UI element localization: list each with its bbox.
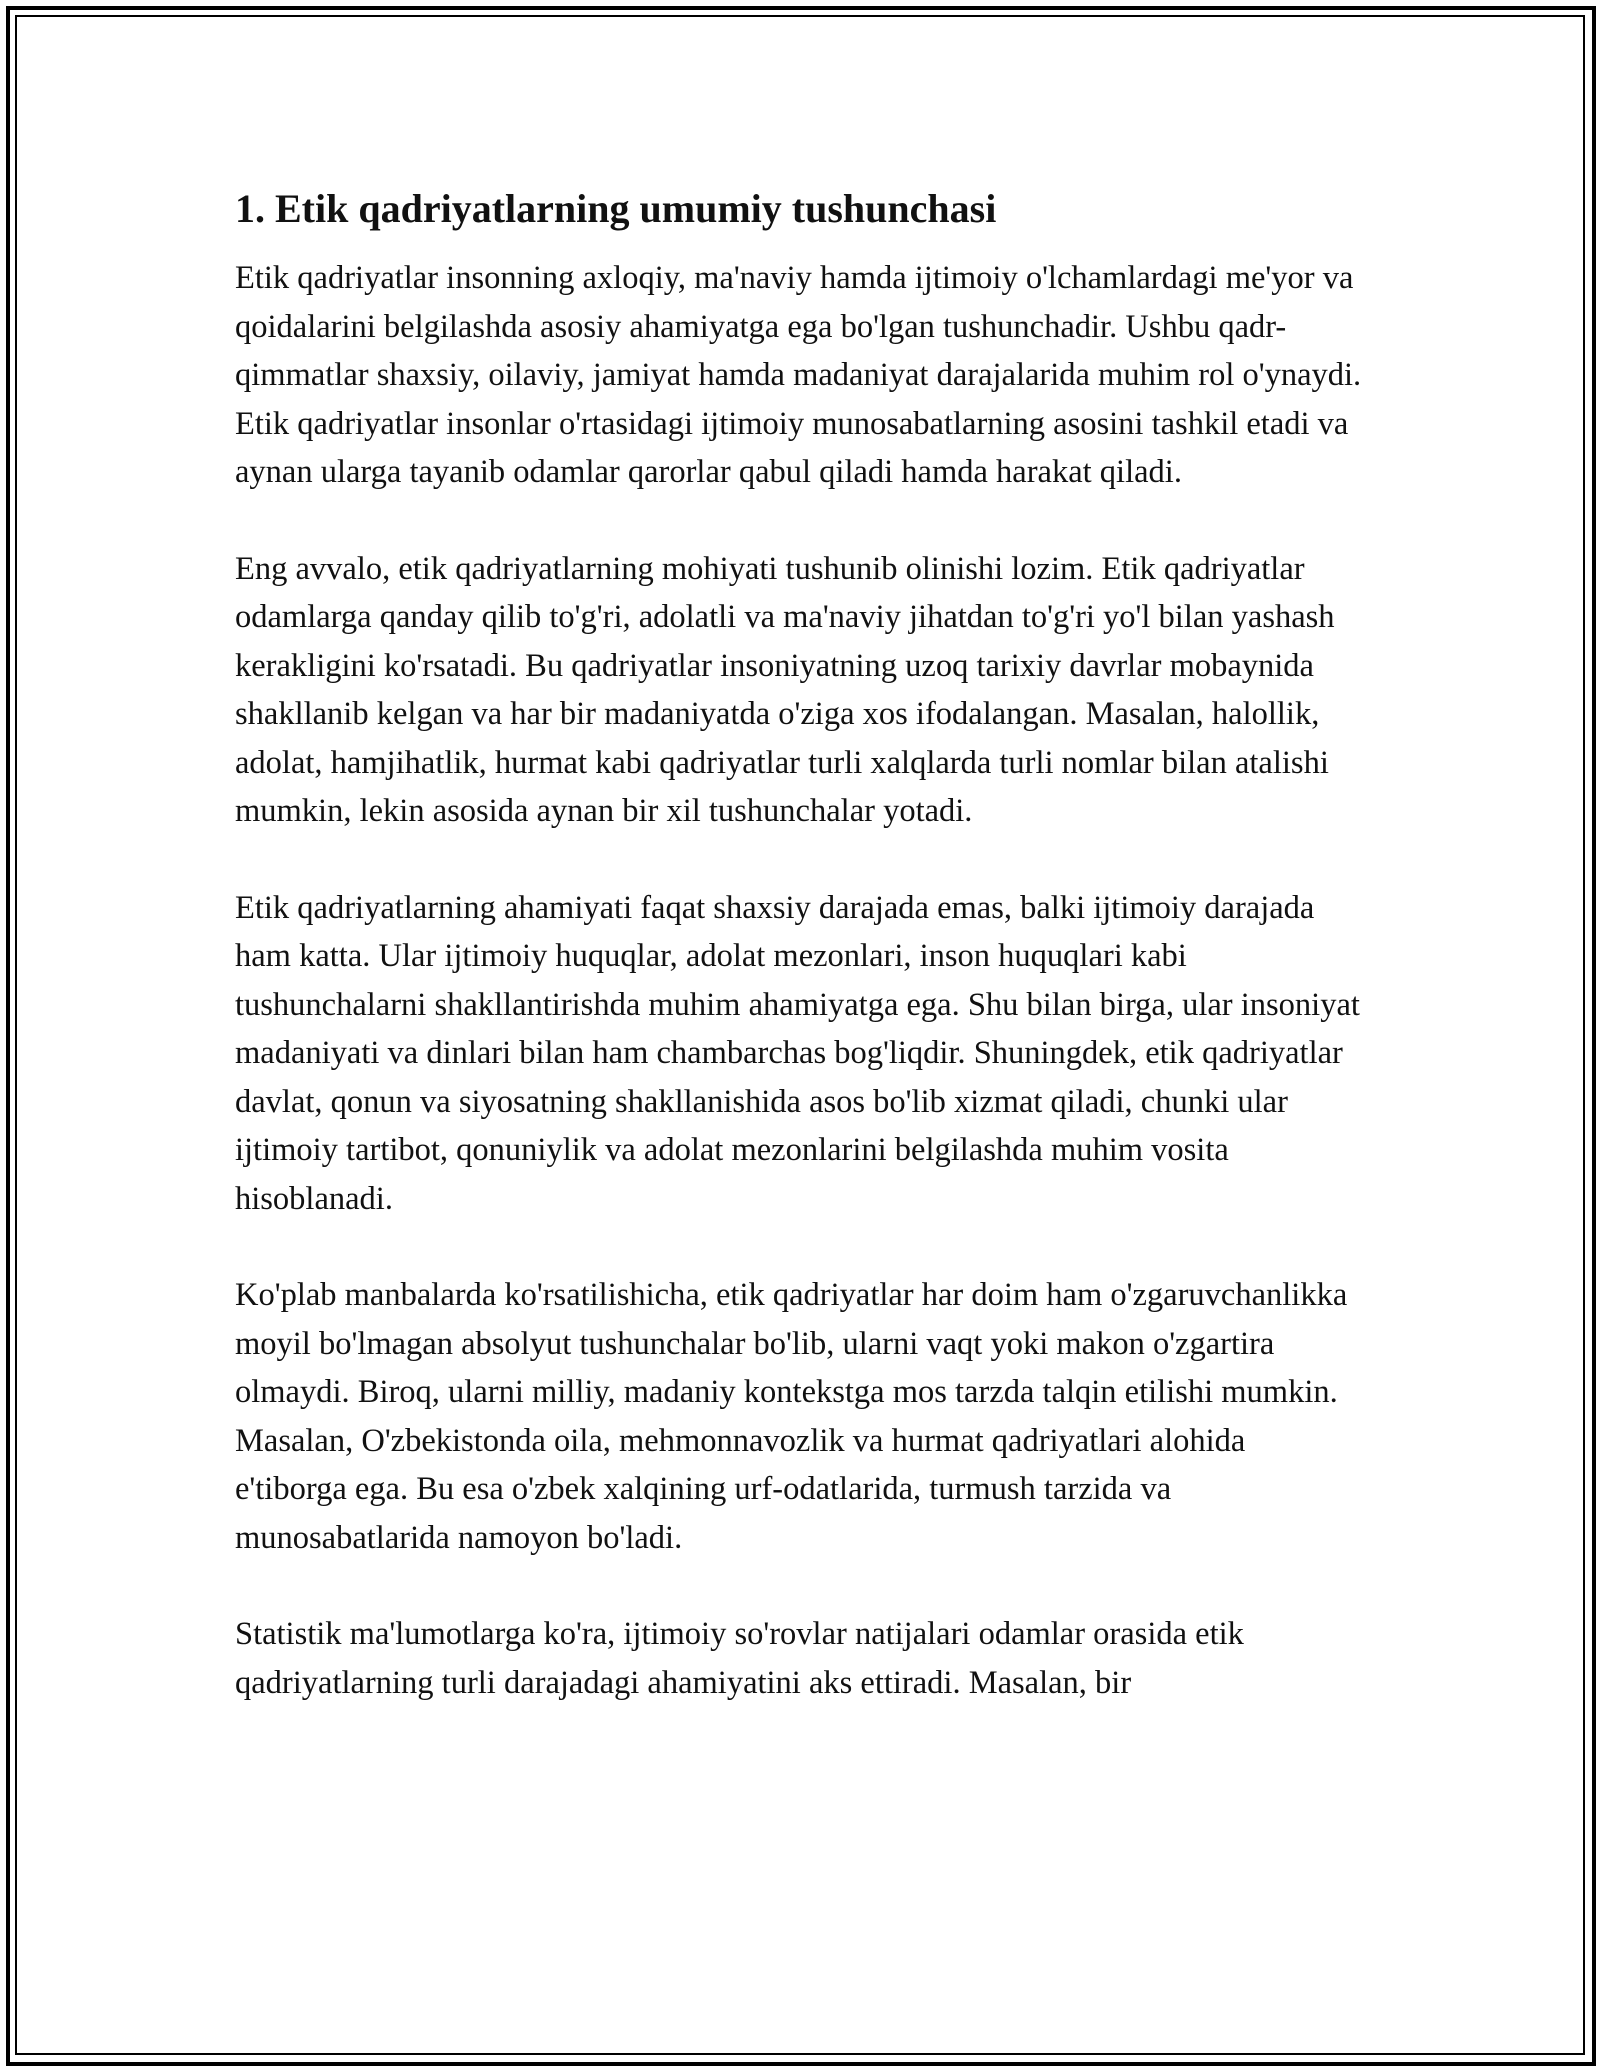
paragraph-1: Etik qadriyatlar insonning axloqiy, ma'naviy hamda ijtimoiy o'lchamlardagi me'yor va qoidalarini belgilashda asosiy ahamiyatga ega bo'lgan tushunchadir. Ushbu qadr-qimmatlar shaxsiy, oilaviy, jamiyat hamda madaniyat darajalarida muhim rol o'ynaydi. Etik qadriyatlar insonlar o'rtasidagi ijtimoiy munosabatlarning asosini tashkil etadi va aynan ularga tayanib odamlar qarorlar qabul qiladi hamda harakat qiladi. (235, 260, 1362, 490)
paragraph-4: Ko'plab manbalarda ko'rsatilishicha, etik qadriyatlar har doim ham o'zgaruvchanlikka moyil bo'lmagan absolyut tushunchalar bo'lib, ularni vaqt yoki makon o'zgartira olmaydi. Biroq, ularni milliy, madaniy kontekstga mos tarzda talqin etilishi mumkin. Masalan, O'zbekistonda oila, mehmonnavozlik va hurmat qadriyatlari alohida e'tiborga ega. Bu esa o'zbek xalqining urf-odatlarida, turmush tarzida va munosabatlarida namoyon bo'ladi. (235, 1277, 1348, 1556)
paragraph-2: Eng avvalo, etik qadriyatlarning mohiyati tushunib olinishi lozim. Etik qadriyatlar odamlarga qanday qilib to'g'ri, adolatli va ma'naviy jihatdan to'g'ri yo'l bilan yashash kerakligini ko'rsatadi. Bu qadriyatlar insoniyatning uzoq tarixiy davrlar mobaynida shakllanib kelgan va har bir madaniyatda o'ziga xos ifodalangan. Masalan, halollik, adolat, hamjihatlik, hurmat kabi qadriyatlar turli xalqlarda turli nomlar bilan atalishi mumkin, lekin asosida aynan bir xil tushunchalar yotadi. (235, 550, 1335, 829)
section-heading: 1. Etik qadriyatlarning umumiy tushunchasi (235, 186, 997, 231)
paragraph-5: Statistik ma'lumotlarga ko'ra, ijtimoiy so'rovlar natijalari odamlar orasida etik qadriyatlarning turli darajadagi ahamiyatini aks ettiradi. Masalan, bir (235, 1616, 1244, 1701)
document-body (235, 185, 1365, 1707)
paragraph-3: Etik qadriyatlarning ahamiyati faqat shaxsiy darajada emas, balki ijtimoiy darajada ham katta. Ular ijtimoiy huquqlar, adolat mezonlari, inson huquqlari kabi tushunchalarni shakllantirishda muhim ahamiyatga ega. Shu bilan birga, ular insoniyat madaniyati va dinlari bilan ham chambarchas bog'liqdir. Shuningdek, etik qadriyatlar davlat, qonun va siyosatning shakllanishida asos bo'lib xizmat qiladi, chunki ular ijtimoiy tartibot, qonuniylik va adolat mezonlarini belgilashda muhim vosita hisoblanadi. (235, 889, 1360, 1217)
